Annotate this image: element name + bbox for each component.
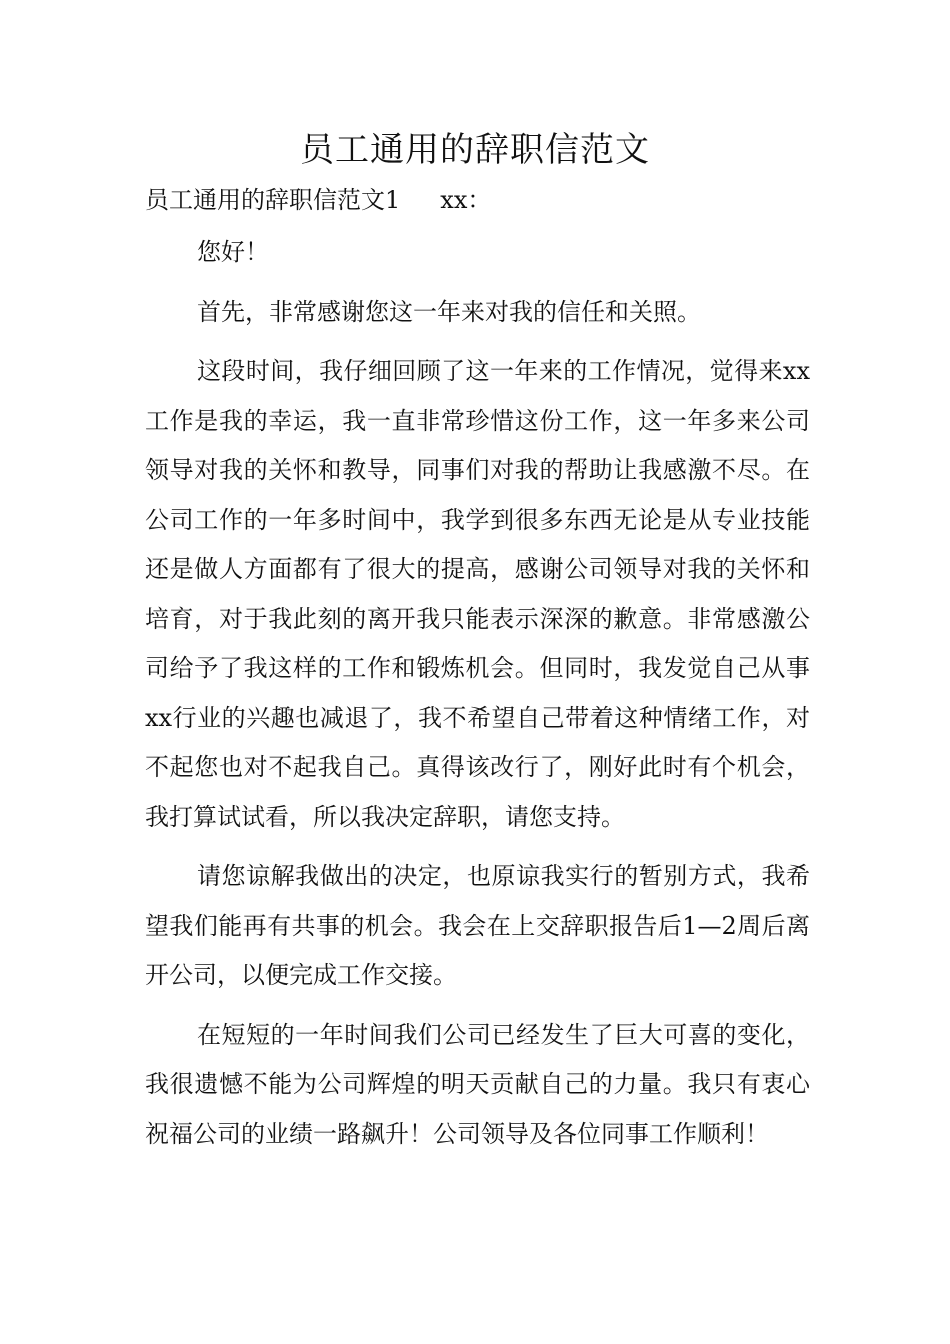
paragraph-2: 这段时间，我仔细回顾了这一年来的工作情况，觉得来xx工作是我的幸运，我一直非常珍惜这份工作，这一年多来公司领导对我的关怀和教导，同事们对我的帮助让我感激不尽。在公司工作的一年多时间中，我学到很多东西无论是从专业技能还是做人方面都有了很大的提高，感谢公司领导对我的关怀和培育，对于我此刻的离开我只能表示深深的歉意。非常感激公司给予了我这样的工作和锻炼机会。但同时，我发觉自己从事xx行业的兴趣也减退了，我不希望自己带着这种情绪工作，对不起您也对不起我自己。真得该改行了，刚好此时有个机会，我打算试试看，所以我决定辞职，请您支持。 — [145, 357, 810, 831]
greeting: 您好！ — [197, 238, 269, 266]
recipient: xx： — [440, 186, 492, 214]
heading-line — [145, 183, 491, 217]
paragraph-3: 请您谅解我做出的决定，也原谅我实行的暂别方式，我希望我们能再有共事的机会。我会在上交辞职报告后1—2周后离开公司，以便完成工作交接。 — [145, 862, 810, 989]
paragraph-1: 首先，非常感谢您这一年来对我的信任和关照。 — [197, 297, 701, 326]
letter-body — [145, 228, 810, 1169]
section-heading: 员工通用的辞职信范文1 — [145, 186, 401, 214]
paragraph-4: 在短短的一年时间我们公司已经发生了巨大可喜的变化，我很遗憾不能为公司辉煌的明天贡献自己的力量。我只有衷心祝福公司的业绩一路飙升！公司领导及各位同事工作顺利！ — [145, 1020, 810, 1148]
document-title: 员工通用的辞职信范文 — [300, 130, 650, 170]
